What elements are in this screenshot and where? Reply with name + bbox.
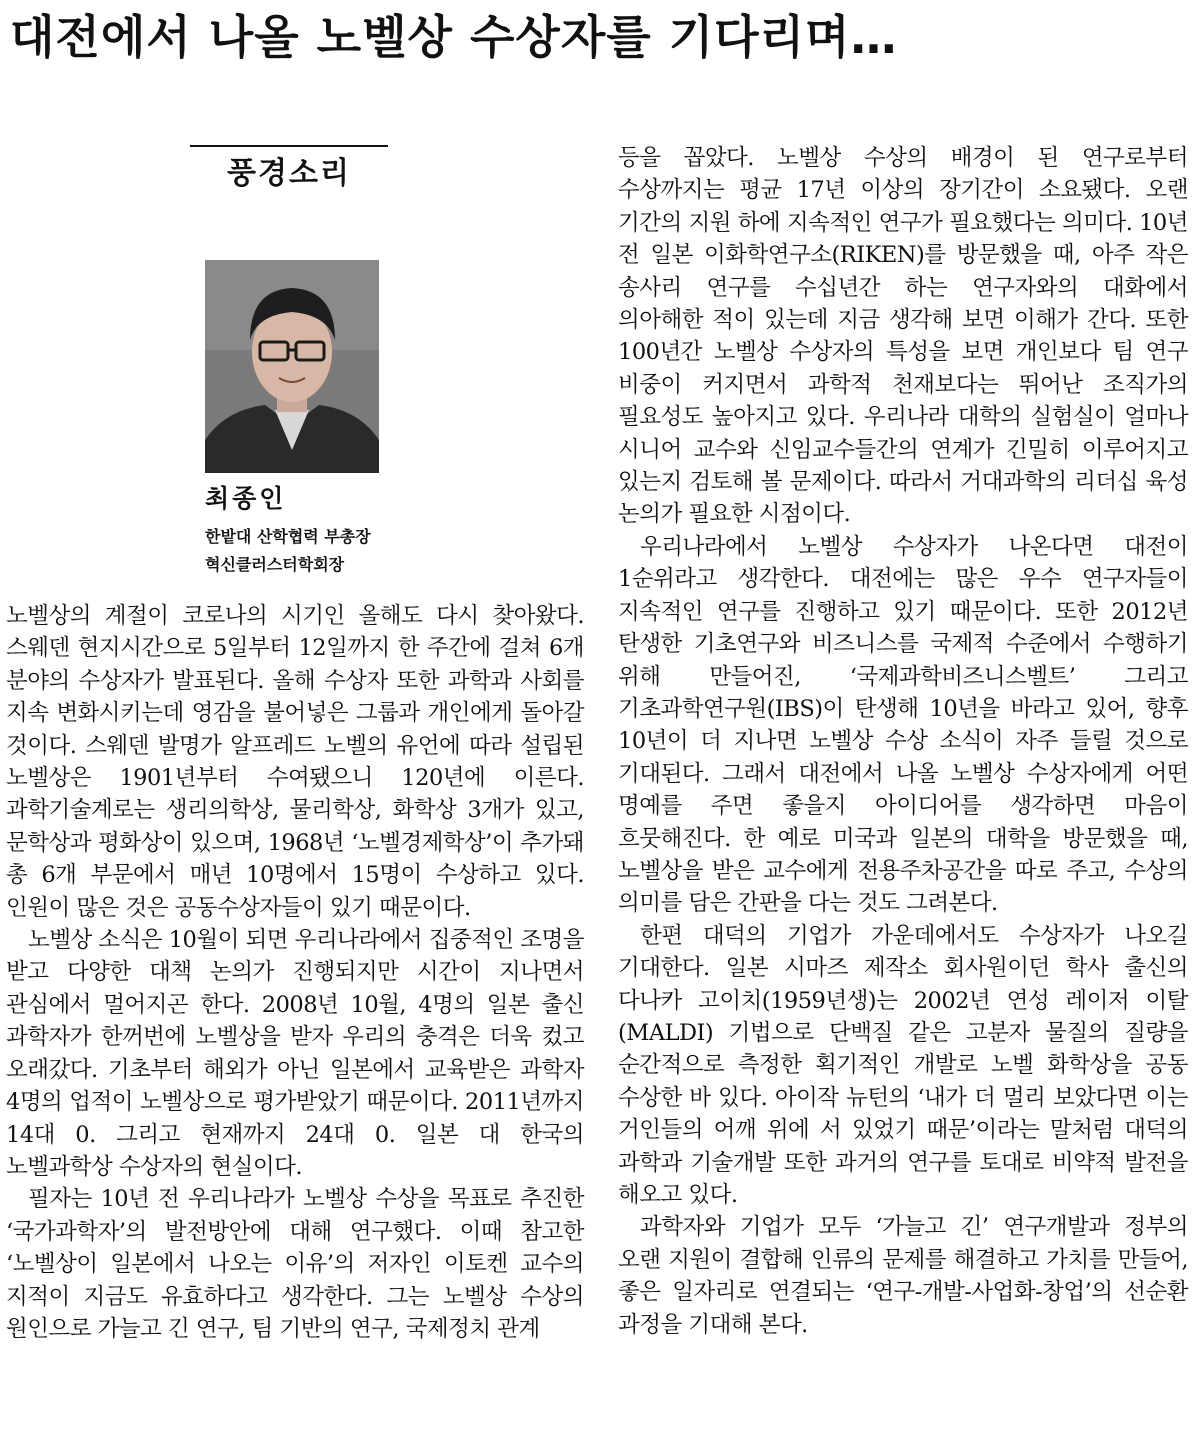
column-rule — [190, 145, 388, 147]
body-paragraph: 한편 대덕의 기업가 가운데에서도 수상자가 나오길 기대한다. 일본 시마즈 제작소 회사원이던 학사 출신의 다나카 고이치(1959년생)는 2002년 연성 레이저 이탈(MALDI) 기법으로 단백질 같은 고분자 물질의 질량을 순간적으로 측정한 획기적인 개발로 노벨 화학상을 공동 수상한 바 있다. 아이작 뉴턴의 ‘내가 더 멀리 보았다면 이는 거인들의 어깨 위에 서 있었기 때문’이라는 말처럼 대덕의 과학과 기술개발 또한 과거의 연구를 토대로 비약적 발전을 해오고 있다. — [618, 922, 1188, 1208]
body-paragraph: 과학자와 기업가 모두 ‘가늘고 긴’ 연구개발과 정부의 오랜 지원이 결합해 인류의 문제를 해결하고 가치를 만들어, 좋은 일자리로 연결되는 ‘연구-개발-사업화-창업’의 선순환 과정을 기대해 본다. — [618, 1214, 1188, 1338]
article-headline: 대전에서 나올 노벨상 수상자를 기다리며… — [10, 10, 898, 64]
column-name: 풍경소리 — [227, 156, 351, 191]
author-title-primary: 한밭대 산학협력 부총장 — [205, 527, 371, 546]
body-paragraph: 노벨상 소식은 10월이 되면 우리나라에서 집중적인 조명을 받고 다양한 대책 논의가 진행되지만 시간이 지나면서 관심에서 멀어지곤 한다. 2008년 10월, 4명의 일본 출신 과학자가 한꺼번에 노벨상을 받자 우리의 충격은 더욱 컸고 오래갔다. 기초부터 해외가 아닌 일본에서 교육받은 과학자 4명의 업적이 노벨상으로 평가받았기 때문이다. 2011년까지 14대 0. 그리고 현재까지 24대 0. 일본 대 한국의 노벨과학상 수상자의 현실이다. — [6, 927, 584, 1180]
article-column-right — [618, 142, 1188, 1341]
author-name: 최종인 — [205, 484, 287, 513]
author-title-secondary: 혁신클러스터학회장 — [205, 555, 345, 574]
author-photo — [205, 260, 379, 473]
body-paragraph: 등을 꼽았다. 노벨상 수상의 배경이 된 연구로부터 수상까지는 평균 17년 이상의 장기간이 소요됐다. 오랜 기간의 지원 하에 지속적인 연구가 필요했다는 의미다. 10년 전 일본 이화학연구소(RIKEN)를 방문했을 때, 아주 작은 송사리 연구를 수십년간 하는 연구자와의 대화에서 의아해한 적이 있는데 지금 생각해 보면 이해가 간다. 또한 100년간 노벨상 수상자의 특성을 보면 개인보다 팀 연구 비중이 커지면서 과학적 천재보다는 뛰어난 조직가의 필요성도 높아지고 있다. 우리나라 대학의 실험실이 얼마나 시니어 교수와 신임교수들간의 연계가 긴밀히 이루어지고 있는지 검토해 볼 문제이다. 따라서 거대과학의 리더십 육성 논의가 필요한 시점이다. — [618, 145, 1188, 528]
body-paragraph: 우리나라에서 노벨상 수상자가 나온다면 대전이 1순위라고 생각한다. 대전에는 많은 우수 연구자들이 지속적인 연구를 진행하고 있기 때문이다. 또한 2012년 탄생한 기초연구와 비즈니스를 국제적 수준에서 수행하기 위해 만들어진, ‘국제과학비즈니스벨트’ 그리고 기초과학연구원(IBS)이 탄생해 10년을 바라고 있어, 향후 10년이 더 지나면 노벨상 수상 소식이 자주 들릴 것으로 기대된다. 그래서 대전에서 나올 노벨상 수상자에게 어떤 명예를 주면 좋을지 아이디어를 생각하면 마음이 흐뭇해진다. 한 예로 미국과 일본의 대학을 방문했을 때, 노벨상을 받은 교수에게 전용주차공간을 따로 주고, 수상의 의미를 담은 간판을 다는 것도 그려본다. — [618, 533, 1188, 917]
body-paragraph: 노벨상의 계절이 코로나의 시기인 올해도 다시 찾아왔다. 스웨덴 현지시간으로 5일부터 12일까지 한 주간에 걸쳐 6개 분야의 수상자가 발표된다. 올해 수상자 또한 과학과 사회를 지속 변화시키는데 영감을 불어넣은 그룹과 개인에게 돌아갈 것이다. 스웨덴 발명가 알프레드 노벨의 유언에 따라 설립된 노벨상은 1901년부터 수여됐으니 120년에 이른다. 과학기술계로는 생리의학상, 물리학상, 화학상 3개가 있고, 문학상과 평화상이 있으며, 1968년 ‘노벨경제학상’이 추가돼 총 6개 부문에서 매년 10명에서 15명이 수상하고 있다. 인원이 많은 것은 공동수상자들이 있기 때문이다. — [6, 603, 584, 921]
article-column-left — [6, 600, 584, 1345]
body-paragraph: 필자는 10년 전 우리나라가 노벨상 수상을 목표로 추진한 ‘국가과학자’의 발전방안에 대해 연구했다. 이때 참고한 ‘노벨상이 일본에서 나오는 이유’의 저자인 이토켄 교수의 지적이 지금도 유효하다고 생각한다. 그는 노벨상 수상의 원인으로 가늘고 긴 연구, 팀 기반의 연구, 국제정치 관계 — [6, 1186, 584, 1342]
